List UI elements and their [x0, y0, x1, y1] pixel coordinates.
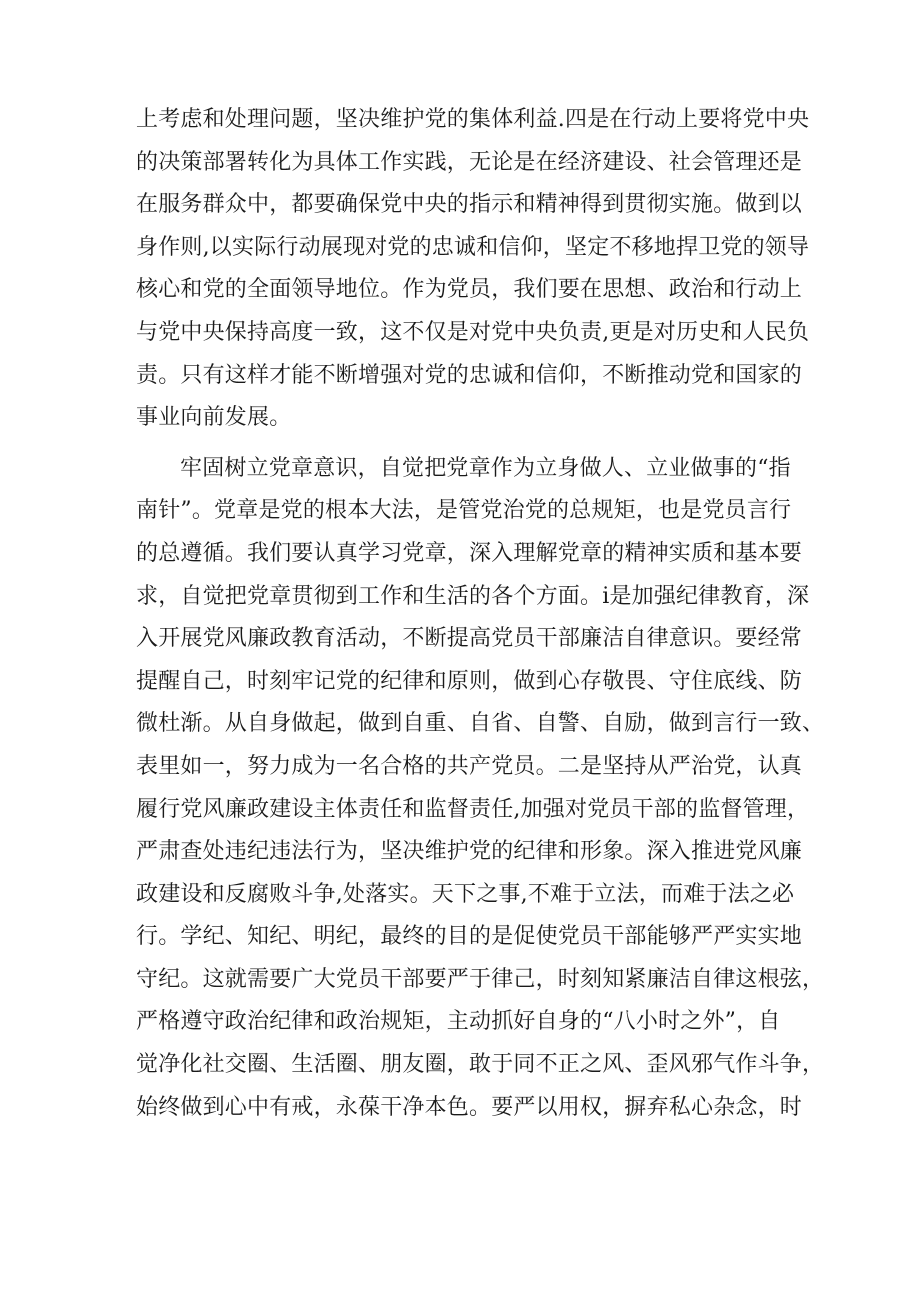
text-line: 核心和党的全面领导地位。作为党员，我们要在思想、政治和行动上	[136, 277, 803, 303]
text-line: 在服务群众中，都要确保党中央的指示和精神得到贯彻实施。做到以	[136, 192, 803, 218]
text-line: 行。学纪、知纪、明纪，最终的目的是促使党员干部能够严严实实地	[136, 924, 803, 950]
text-line: 南针”。党章是党的根本大法，是管党治党的总规矩，也是党员言行	[136, 498, 792, 524]
document-body	[136, 99, 825, 1129]
text-line: 身作则,以实际行动展现对党的忠诚和信仰，坚定不移地捍卫党的领导	[136, 234, 810, 260]
text-line: 觉净化社交圈、生活圈、朋友圈，敢于同不正之风、歪风邪气作斗争，	[136, 1052, 825, 1078]
text-line: 守纪。这就需要广大党员干部要严于律己，时刻知紧廉洁自律这根弦，	[136, 966, 825, 992]
text-line: 表里如一，努力成为一名合格的共产党员。二是坚持从严治党，认真	[136, 753, 803, 779]
text-line: 的决策部署转化为具体工作实践，无论是在经济建设、社会管理还是	[136, 149, 803, 175]
text-line-indented: 牢固树立党章意识，自觉把党章作为立身做人、立业做事的“指	[180, 455, 791, 481]
text-line: 始终做到心中有戒，永葆干净本色。要严以用权，摒弃私心杂念，时	[136, 1094, 803, 1120]
text-line: 求，自觉把党章贯彻到工作和生活的各个方面。i是加强纪律教育，深	[136, 583, 810, 609]
text-line: 上考虑和处理问题，坚决维护党的集体利益.四是在行动上要将党中央	[136, 107, 810, 132]
paragraph-spacer	[136, 440, 796, 448]
text-line: 微杜渐。从自身做起，做到自重、自省、自警、自励，做到言行一致、	[136, 711, 825, 737]
text-line: 事业向前发展。	[136, 405, 292, 431]
paragraph-2	[136, 448, 825, 1130]
text-line: 入开展党风廉政教育活动，不断提高党员干部廉洁自律意识。要经常	[136, 626, 803, 652]
paragraph-1	[136, 99, 810, 440]
text-line: 与党中央保持高度一致，这不仅是对党中央负责,更是对历史和人民负	[136, 319, 810, 345]
text-line: 履行党风廉政建设主体责任和监督责任,加强对党员干部的监督管理，	[136, 796, 810, 822]
text-line: 的总遵循。我们要认真学习党章，深入理解党章的精神实质和基本要	[136, 540, 803, 566]
text-line: 提醒自己，时刻牢记党的纪律和原则，做到心存敬畏、守住底线、防	[136, 668, 803, 694]
text-line: 责。只有这样才能不断增强对党的忠诚和信仰，不断推动党和国家的	[136, 362, 803, 388]
text-line: 严格遵守政治纪律和政治规矩，主动抓好自身的“八小时之外”，自	[136, 1009, 781, 1035]
text-line: 严肃查处违纪违法行为，坚决维护党的纪律和形象。深入推进党风廉	[136, 839, 803, 865]
text-line: 政建设和反腐败斗争,处落实。天下之事,不难于立法，而难于法之必	[136, 881, 795, 907]
